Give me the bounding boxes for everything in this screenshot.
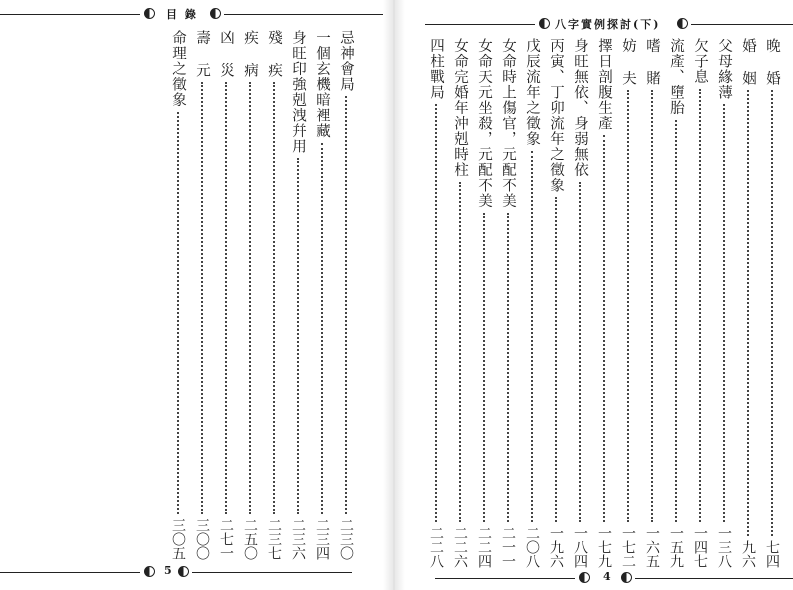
- toc-entry-title: 四柱戰局: [428, 38, 444, 100]
- toc-entry-page: 三〇五: [170, 518, 186, 560]
- dot-leader: [555, 197, 557, 522]
- footer-rule-left: [0, 572, 140, 573]
- toc-entry-title: 命理之徵象: [170, 30, 186, 108]
- toc-entry[interactable]: [310, 30, 334, 560]
- dot-leader: [531, 151, 533, 523]
- dot-leader: [771, 90, 773, 536]
- toc-entry-title: 父母緣薄: [716, 38, 732, 100]
- right-page: [405, 0, 793, 590]
- header-rule-right: [224, 14, 383, 15]
- toc-entry-page: 三〇〇: [194, 518, 210, 560]
- dot-leader: [459, 182, 461, 523]
- header-title: 八字實例探討(下): [555, 18, 661, 31]
- toc-entry[interactable]: [190, 30, 214, 560]
- dot-leader: [249, 82, 251, 514]
- toc-entry-page: 二〇八: [524, 526, 540, 568]
- toc-entry[interactable]: [664, 38, 688, 568]
- toc-entry[interactable]: [496, 38, 520, 568]
- dot-leader: [435, 104, 437, 522]
- toc-entry-page: 二二四: [476, 526, 492, 568]
- yin-yang-icon: [677, 18, 688, 29]
- dot-leader: [321, 143, 323, 515]
- toc-entry[interactable]: [424, 38, 448, 568]
- toc-entry-page: 二二八: [428, 526, 444, 568]
- toc-entry[interactable]: [592, 38, 616, 568]
- toc-entry-page: 一七九: [596, 526, 612, 568]
- dot-leader: [579, 182, 581, 523]
- toc-entry-page: 二三七: [266, 518, 282, 560]
- toc-entry-page: 一九六: [548, 526, 564, 568]
- toc-entry-page: 九六: [740, 540, 756, 568]
- toc-entry-title: 壽 元: [194, 30, 210, 78]
- toc-entry-page: 一五九: [668, 526, 684, 568]
- toc-entry[interactable]: [712, 38, 736, 568]
- toc-entry-title: 凶 災: [218, 30, 234, 78]
- footer-rule-right: [192, 572, 352, 573]
- toc-entry[interactable]: [286, 30, 310, 560]
- toc-entry[interactable]: [520, 38, 544, 568]
- yin-yang-icon: [539, 18, 550, 29]
- toc-entry-title: 擇日剖腹生產: [596, 38, 612, 131]
- toc-entry-title: 妨 夫: [620, 38, 636, 86]
- header-title: 目 錄: [166, 8, 198, 21]
- book-gutter: [383, 0, 405, 590]
- toc-entry[interactable]: [736, 38, 760, 568]
- toc-entry-title: 女命時上傷官，元配不美: [500, 38, 516, 209]
- left-page: [0, 0, 383, 590]
- toc-entry[interactable]: [262, 30, 286, 560]
- toc-entry[interactable]: [544, 38, 568, 568]
- toc-entry[interactable]: [238, 30, 262, 560]
- footer-rule-left: [435, 578, 575, 579]
- toc-entry-page: 二一一: [500, 526, 516, 568]
- toc-entry[interactable]: [688, 38, 712, 568]
- yin-yang-icon: [210, 8, 221, 19]
- toc-entry-page: 二二六: [452, 526, 468, 568]
- dot-leader: [627, 90, 629, 522]
- dot-leader: [699, 89, 701, 523]
- page-number: 4: [603, 570, 611, 583]
- toc-entry-page: 二三四: [314, 518, 330, 560]
- dot-leader: [603, 135, 605, 522]
- dot-leader: [225, 82, 227, 514]
- toc-entry-page: 二三六: [290, 518, 306, 560]
- toc-entry-title: 婚 姻: [740, 38, 756, 86]
- toc-entry-title: 身旺無依、身弱無依: [572, 38, 588, 178]
- toc-entry[interactable]: [472, 38, 496, 568]
- toc-entry-title: 疾 病: [242, 30, 258, 78]
- toc-entry-page: 一六五: [644, 526, 660, 568]
- footer-rule-right: [635, 578, 793, 579]
- toc-entry[interactable]: [334, 30, 358, 560]
- dot-leader: [747, 90, 749, 536]
- toc-entry-title: 女命天元坐殺，元配不美: [476, 38, 492, 209]
- toc-entry-title: 忌神會局: [338, 30, 354, 92]
- dot-leader: [273, 82, 275, 514]
- dot-leader: [675, 120, 677, 523]
- toc-entry-title: 嗜 賭: [644, 38, 660, 86]
- dot-leader: [345, 96, 347, 514]
- yin-yang-icon: [579, 572, 590, 583]
- toc-entry-title: 流產、墮胎: [668, 38, 684, 116]
- dot-leader: [297, 158, 299, 514]
- yin-yang-icon: [178, 566, 189, 577]
- yin-yang-icon: [144, 8, 155, 19]
- yin-yang-icon: [144, 566, 155, 577]
- toc-entry-title: 女命完婚年沖剋時柱: [452, 38, 468, 178]
- toc-entry-title: 欠子息: [692, 38, 708, 85]
- page-number: 5: [164, 564, 172, 577]
- toc-entry-title: 身旺印強剋洩幷用: [290, 30, 306, 154]
- toc-entry-title: 丙寅、丁卯流年之徵象: [548, 38, 564, 193]
- toc-entry-page: 一七二: [620, 526, 636, 568]
- toc-entry[interactable]: [760, 38, 784, 568]
- dot-leader: [651, 90, 653, 522]
- toc-entry-page: 七四: [764, 540, 780, 568]
- dot-leader: [723, 104, 725, 522]
- toc-entry[interactable]: [166, 30, 190, 560]
- toc-entry-page: 二三〇: [338, 518, 354, 560]
- toc-entry[interactable]: [214, 30, 238, 560]
- header-rule-left: [0, 14, 140, 15]
- yin-yang-icon: [621, 572, 632, 583]
- toc-entry[interactable]: [640, 38, 664, 568]
- header-rule-right: [691, 24, 793, 25]
- dot-leader: [201, 82, 203, 514]
- toc-entry[interactable]: [568, 38, 592, 568]
- toc-entry[interactable]: [616, 38, 640, 568]
- header-rule-left: [425, 24, 535, 25]
- toc-entry-page: 一三八: [716, 526, 732, 568]
- toc-entry-title: 戊辰流年之徵象: [524, 38, 540, 147]
- toc-entry-title: 晚 婚: [764, 38, 780, 86]
- toc-entry-title: 一個玄機暗裡藏: [314, 30, 330, 139]
- dot-leader: [483, 213, 485, 523]
- toc-entry-page: 二七一: [218, 518, 234, 560]
- toc-entry[interactable]: [448, 38, 472, 568]
- toc-entry-title: 殘 疾: [266, 30, 282, 78]
- dot-leader: [177, 112, 179, 515]
- dot-leader: [507, 213, 509, 523]
- toc-entry-page: 一四七: [692, 526, 708, 568]
- toc-entry-page: 二五〇: [242, 518, 258, 560]
- toc-entry-page: 一八四: [572, 526, 588, 568]
